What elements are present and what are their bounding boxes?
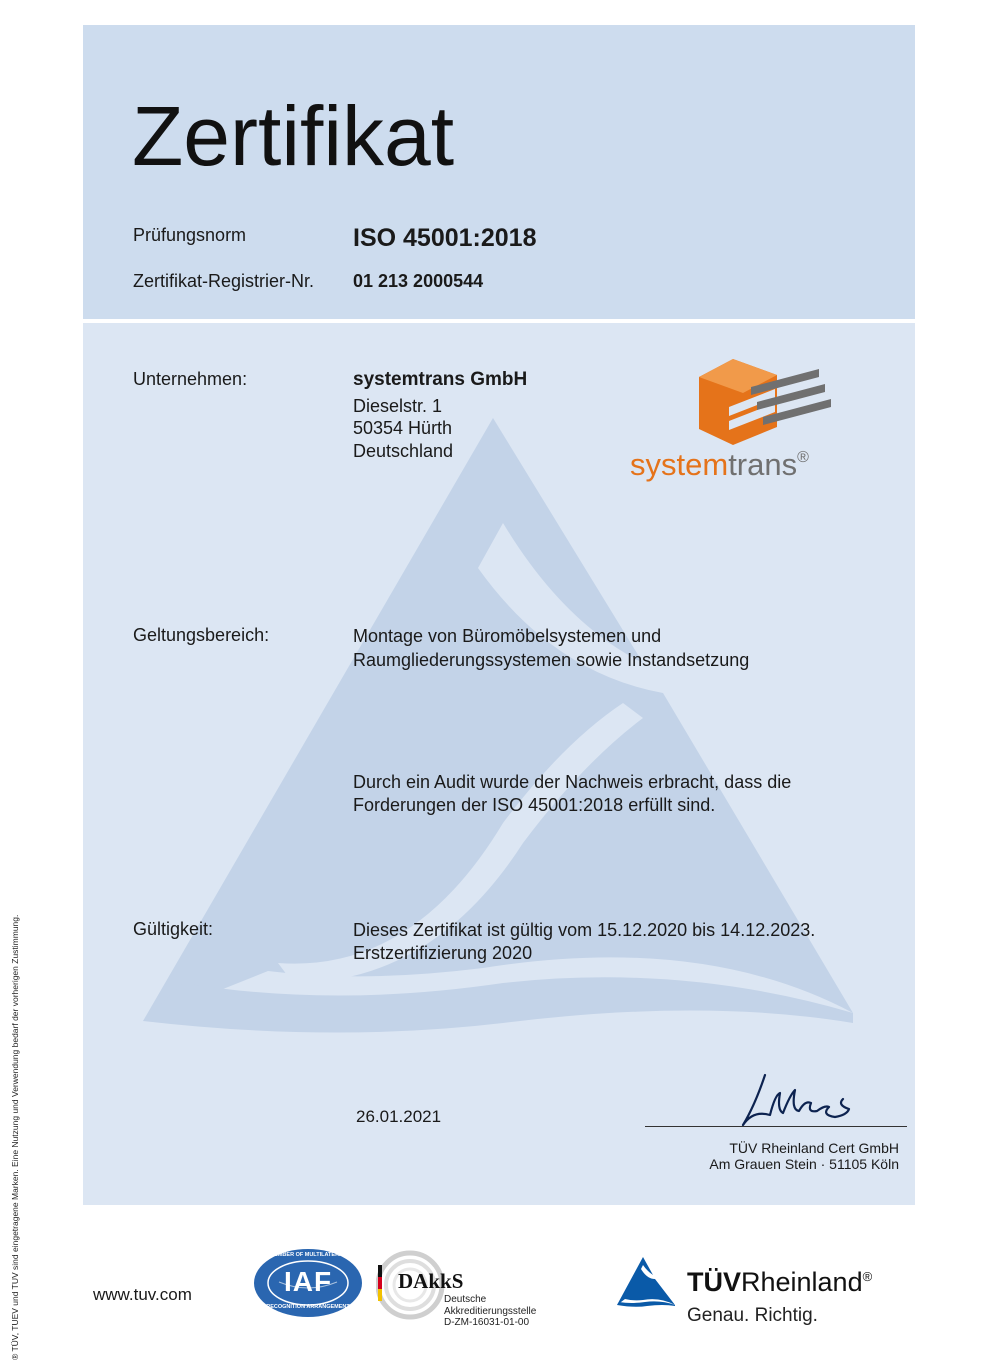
tuv-rheinland-logo — [615, 1255, 915, 1335]
address-country: Deutschland — [353, 441, 454, 461]
website-link[interactable]: www.tuv.com — [93, 1285, 192, 1304]
audit-line-2: Forderungen der ISO 45001:2018 erfüllt sind. — [353, 795, 716, 815]
company-logo — [620, 355, 850, 495]
registration-value: 01 213 2000544 — [353, 271, 484, 291]
address-city: 50354 Hürth — [353, 418, 453, 438]
tuv-wordmark-b: Rheinland — [741, 1267, 863, 1297]
issuer-name: TÜV Rheinland Cert GmbH — [729, 1140, 899, 1156]
validity-label: Gültigkeit: — [133, 919, 214, 939]
scope-label: Geltungsbereich: — [133, 625, 270, 645]
dakks-name: DAkkS — [398, 1269, 464, 1293]
signature-icon — [725, 1065, 865, 1135]
systemtrans-wordmark — [630, 447, 809, 483]
dakks-logo — [376, 1245, 556, 1330]
wordmark-registered: ® — [797, 449, 809, 466]
dakks-line-3: D-ZM-16031-01-00 — [444, 1317, 530, 1328]
scope-line-1: Montage von Büromöbelsystemen und — [353, 626, 662, 646]
scope-line-2: Raumgliederungssystemen sowie Instandsetzung — [353, 650, 750, 670]
wordmark-system: system — [630, 447, 729, 482]
validity-line-2: Erstzertifizierung 2020 — [353, 943, 533, 963]
tuv-slogan: Genau. Richtig. — [687, 1305, 818, 1326]
registration-label: Zertifikat-Registrier-Nr. — [133, 271, 315, 291]
tuv-wordmark-a: TÜV — [687, 1267, 741, 1297]
company-name: systemtrans GmbH — [353, 369, 528, 390]
dakks-line-1: Deutsche — [444, 1294, 487, 1305]
tuv-triangle-icon — [615, 1255, 677, 1309]
tuv-registered: ® — [862, 1269, 873, 1284]
validity-line-1: Dieses Zertifikat ist gültig vom 15.12.2020 bis 14.12.2023. — [353, 920, 816, 940]
iaf-text: IAF — [283, 1266, 333, 1297]
iaf-ring-top: MEMBER OF MULTILATERAL — [269, 1252, 347, 1258]
dakks-line-2: Akkreditierungsstelle — [444, 1305, 537, 1317]
iaf-ring-bottom: RECOGNITION ARRANGEMENT — [266, 1304, 350, 1310]
issue-date: 26.01.2021 — [356, 1107, 442, 1126]
address-street: Dieselstr. 1 — [353, 396, 443, 416]
wordmark-trans: trans — [728, 447, 798, 482]
systemtrans-cube-icon — [695, 355, 835, 447]
standard-value: ISO 45001:2018 — [353, 224, 537, 252]
audit-line-1: Durch ein Audit wurde der Nachweis erbracht, dass die — [353, 772, 792, 792]
company-label: Unternehmen: — [133, 369, 248, 389]
certificate-title: Zertifikat — [132, 89, 455, 183]
standard-label: Prüfungsnorm — [133, 225, 247, 245]
signature-line — [645, 1126, 907, 1127]
dakks-details — [444, 1294, 536, 1329]
tuv-wordmark — [687, 1267, 872, 1298]
iaf-logo — [253, 1248, 363, 1318]
copyright-notice: ® TÜV, TUEV und TUV sind eingetragene Marken. Eine Nutzung und Verwendung bedarf der vorherigen Zustimmung. — [10, 914, 20, 1360]
issuer-address: Am Grauen Stein · 51105 Köln — [709, 1156, 899, 1172]
